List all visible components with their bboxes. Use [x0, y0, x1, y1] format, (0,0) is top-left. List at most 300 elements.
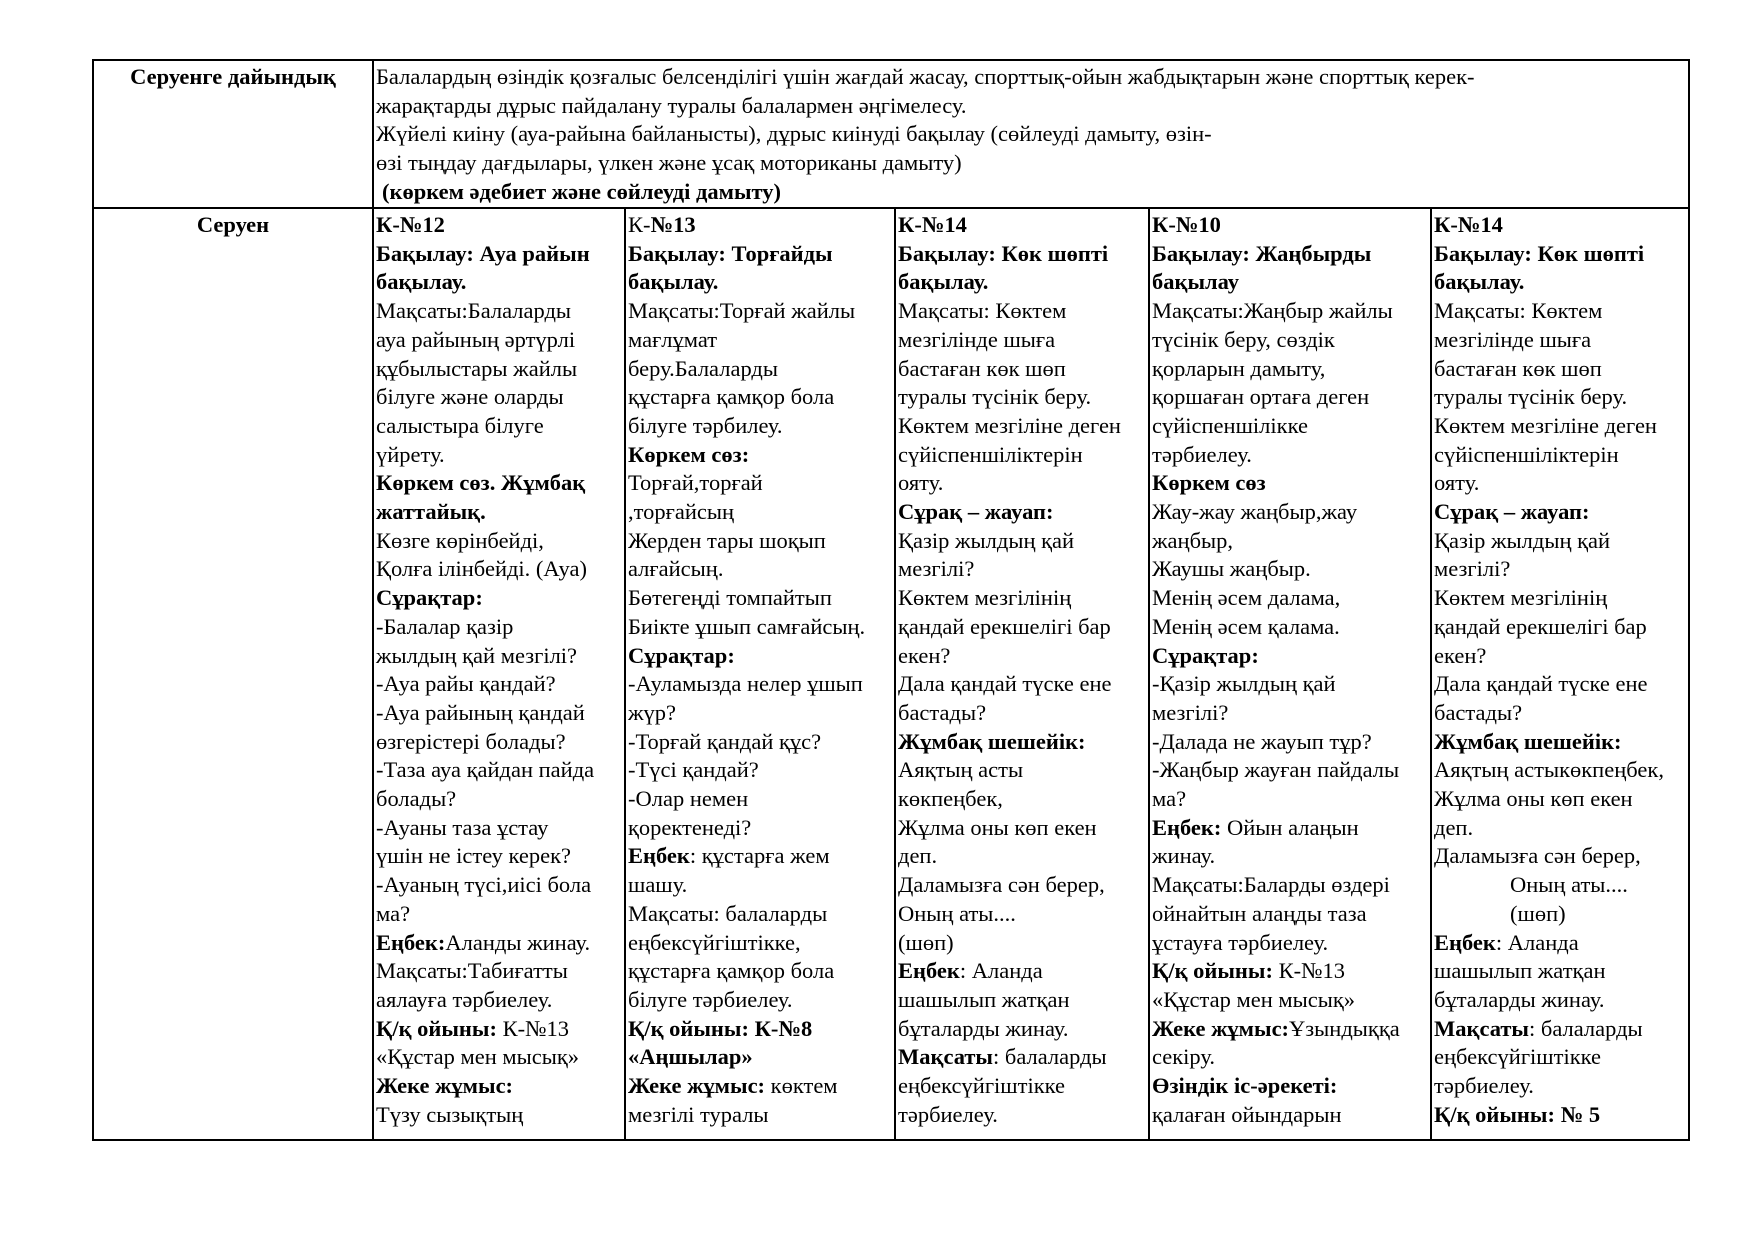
- bold-text: бақылау.: [376, 269, 467, 295]
- text: ояту.: [1434, 470, 1480, 496]
- bold-text: Еңбек: [1434, 929, 1496, 955]
- text: : Аланда: [959, 958, 1043, 984]
- content-line: [1152, 326, 1428, 355]
- text: Мақсаты:Балаларды: [376, 298, 572, 324]
- text: -Далада не жауып тұр?: [1152, 728, 1372, 754]
- content-line: [628, 297, 892, 326]
- text: сүйіспеншіліктерін: [898, 441, 1083, 467]
- content-line: [898, 756, 1146, 785]
- bold-text: К-№14: [898, 212, 967, 237]
- text: мезгілінде шыға: [1434, 326, 1592, 352]
- text: Мақсаты:Жаңбыр жайлы: [1152, 298, 1393, 324]
- text: еңбексүйгіштікке: [1434, 1044, 1601, 1070]
- content-line: [1434, 268, 1686, 297]
- content-line: [628, 871, 892, 900]
- content-line: [898, 326, 1146, 355]
- content-line: [376, 785, 622, 814]
- content-line: [376, 555, 622, 584]
- content-line: [898, 498, 1146, 527]
- content-line: [628, 613, 892, 642]
- content-line: [628, 1015, 892, 1044]
- content-line: [628, 412, 892, 441]
- content-line: [898, 383, 1146, 412]
- text: еңбексүйгіштікке,: [628, 929, 801, 955]
- content-line: [628, 498, 892, 527]
- content-line: [1434, 986, 1686, 1015]
- content-line: [1434, 240, 1686, 269]
- content-line: [1152, 900, 1428, 929]
- text: аялауға тәрбиелеу.: [376, 986, 553, 1012]
- text: қандай ерекшелігі бар: [898, 613, 1111, 639]
- content-line: [898, 1015, 1146, 1044]
- text: : құстарға жем: [689, 843, 830, 869]
- text: құстарға қамқор бола: [628, 384, 835, 410]
- content-line: [898, 268, 1146, 297]
- text: : Аланда: [1495, 929, 1579, 955]
- content-line: [628, 929, 892, 958]
- content-line: [1434, 441, 1686, 470]
- bold-text: жаттайық.: [376, 499, 486, 525]
- text: Жұлма оны көп екен: [898, 814, 1097, 840]
- content-line: [1434, 1072, 1686, 1101]
- text: сүйіспеншіліктерін: [1434, 441, 1619, 467]
- content-line: [898, 584, 1146, 613]
- content-line: [376, 584, 622, 613]
- content-line: [898, 642, 1146, 671]
- content-line: [1434, 355, 1686, 384]
- content-line: [376, 871, 622, 900]
- content-line: [1152, 642, 1428, 671]
- content-line: [628, 728, 892, 757]
- content-line: [376, 297, 622, 326]
- content-line: [898, 211, 1146, 240]
- preparation-line: өзі тыңдау дағдылары, үлкен және ұсақ моториканы дамыту): [376, 150, 962, 176]
- content-line: [628, 699, 892, 728]
- text: Аяқтың асты: [898, 757, 1024, 783]
- content-line: [628, 1043, 892, 1072]
- content-line: [898, 871, 1146, 900]
- text: көкпеңбек,: [898, 786, 1003, 812]
- day-cell-2: [625, 208, 895, 1140]
- text: беру.Балаларды: [628, 355, 778, 381]
- text: мезгілі?: [1434, 556, 1511, 582]
- bold-text: Жеке жұмыс:: [628, 1073, 766, 1099]
- preparation-line: Балалардың өзіндік қозғалыс белсенділігі үшін жағдай жасау, спорттық-ойын жабдықтарын және спорттық керек-: [376, 64, 1475, 89]
- content-line: [1434, 670, 1686, 699]
- text: Түзу сызықтың: [376, 1101, 524, 1127]
- text: бастады?: [898, 699, 987, 725]
- content-line: [898, 1072, 1146, 1101]
- content-line: [1152, 268, 1428, 297]
- day-cell-4: [1149, 208, 1431, 1140]
- content-line: [1434, 555, 1686, 584]
- content-line: [1434, 412, 1686, 441]
- bold-text: Көркем сөз: [1152, 470, 1266, 496]
- bold-text: Жеке жұмыс:: [376, 1073, 514, 1099]
- content-line: [376, 1043, 622, 1072]
- bold-text: Сұрақ – жауап:: [1434, 499, 1590, 525]
- content-line: [1434, 498, 1686, 527]
- text: К-: [628, 212, 651, 237]
- bold-text: Қ/қ ойыны: № 5: [1434, 1101, 1601, 1127]
- text: Ойын алаңын: [1221, 814, 1359, 840]
- content-line: [1434, 814, 1686, 843]
- text: қандай ерекшелігі бар: [1434, 613, 1647, 639]
- text: еңбексүйгіштікке: [898, 1073, 1065, 1099]
- content-line: [1434, 1015, 1686, 1044]
- content-line: [1152, 1043, 1428, 1072]
- text: қорларын дамыту,: [1152, 355, 1326, 381]
- text: -Ауламызда нелер ұшып: [628, 671, 863, 697]
- text: (шөп): [1510, 900, 1566, 926]
- content-line: [628, 785, 892, 814]
- content-line: [1434, 929, 1686, 958]
- content-line: [376, 412, 622, 441]
- text: құбылыстары жайлы: [376, 355, 578, 381]
- content-line: [376, 842, 622, 871]
- content-line: [1152, 814, 1428, 843]
- text: : балаларды: [993, 1044, 1107, 1070]
- content-line: [1152, 498, 1428, 527]
- content-line: [1152, 613, 1428, 642]
- content-line: [1152, 756, 1428, 785]
- content-line: [376, 211, 622, 240]
- bold-text: бақылау: [1152, 269, 1240, 295]
- bold-text: Бақылау: Ауа райын: [376, 240, 590, 266]
- bold-text: Жұмбақ шешейік:: [898, 728, 1086, 754]
- preparation-text-cell: [373, 60, 1689, 208]
- text: қоректенеді?: [628, 814, 752, 840]
- bold-text: Қ/қ ойыны:: [376, 1015, 497, 1041]
- content-line: [1434, 900, 1686, 929]
- text: ауа райының әртүрлі: [376, 326, 576, 352]
- text: Оның аты....: [898, 900, 1016, 926]
- content-line: [628, 383, 892, 412]
- content-line: [376, 1015, 622, 1044]
- content-line: [628, 642, 892, 671]
- content-line: [898, 699, 1146, 728]
- bold-text: Жеке жұмыс:: [1152, 1015, 1290, 1041]
- text: қалаған ойындарын: [1152, 1101, 1342, 1127]
- text: білуге тәрбилеу.: [628, 412, 783, 438]
- bold-text: Мақсаты: [1434, 1015, 1529, 1041]
- content-line: [1152, 297, 1428, 326]
- content-line: [1434, 584, 1686, 613]
- text: -Торғай қандай құс?: [628, 728, 822, 754]
- content-line: [628, 326, 892, 355]
- content-line: [376, 756, 622, 785]
- text: К-№13: [1272, 958, 1346, 984]
- content-line: [376, 900, 622, 929]
- content-line: [898, 785, 1146, 814]
- bold-text: Еңбек:: [376, 929, 446, 955]
- content-line: [376, 355, 622, 384]
- text: -Қазір жылдың қай: [1152, 671, 1336, 697]
- content-line: [628, 1072, 892, 1101]
- text: Дала қандай түске ене: [898, 671, 1112, 697]
- text: Жұлма оны көп екен: [1434, 786, 1633, 812]
- content-line: [628, 469, 892, 498]
- content-line: [376, 670, 622, 699]
- text: -Олар немен: [628, 786, 749, 812]
- text: -Балалар қазір: [376, 613, 514, 639]
- bold-text: Мақсаты: [898, 1044, 993, 1070]
- content-line: [1434, 527, 1686, 556]
- text: мезгілі?: [898, 556, 975, 582]
- text: секіру.: [1152, 1044, 1216, 1070]
- plan-table: [92, 59, 1690, 1141]
- content-line: [898, 355, 1146, 384]
- content-line: [1152, 441, 1428, 470]
- text: өзгерістері болады?: [376, 728, 566, 754]
- text: Аланды жинау.: [445, 929, 591, 955]
- content-line: [1152, 1101, 1428, 1130]
- text: Жаушы жаңбыр.: [1152, 556, 1311, 582]
- content-line: [1152, 240, 1428, 269]
- text: К-№13: [496, 1015, 570, 1041]
- text: ойнайтын алаңды таза: [1152, 900, 1367, 926]
- text: мағлұмат: [628, 326, 718, 352]
- content-line: [628, 527, 892, 556]
- text: : балаларды: [1529, 1015, 1643, 1041]
- content-line: [898, 728, 1146, 757]
- content-line: [628, 814, 892, 843]
- text: «Құстар мен мысық»: [376, 1044, 579, 1070]
- bold-text: К-№10: [1152, 212, 1221, 237]
- text: (шөп): [898, 929, 954, 955]
- text: жаңбыр,: [1152, 527, 1234, 553]
- content-line: [1434, 297, 1686, 326]
- content-line: [1152, 842, 1428, 871]
- content-line: [376, 469, 622, 498]
- text: екен?: [898, 642, 951, 668]
- text: Мақсаты: Көктем: [898, 298, 1067, 324]
- text: Ұзындыққа: [1289, 1015, 1400, 1041]
- content-line: [376, 814, 622, 843]
- content-line: [1434, 842, 1686, 871]
- content-line: [1152, 469, 1428, 498]
- text: Биікте ұшып самғайсың.: [628, 613, 866, 639]
- text: жинау.: [1152, 843, 1216, 869]
- content-line: [376, 642, 622, 671]
- bold-text: Көркем сөз. Жұмбақ: [376, 470, 586, 496]
- content-line: [1434, 326, 1686, 355]
- text: Қолға ілінбейді. (Ауа): [376, 556, 587, 582]
- text: Көктем мезгіліне деген: [898, 412, 1121, 438]
- text: деп.: [898, 843, 938, 869]
- content-line: [628, 240, 892, 269]
- content-line: [376, 929, 622, 958]
- bold-text: Бақылау: Торғайды: [628, 240, 833, 266]
- content-line: [898, 613, 1146, 642]
- text: Мақсаты: балаларды: [628, 900, 828, 926]
- text: жылдың қай мезгілі?: [376, 642, 578, 668]
- text: ояту.: [898, 470, 944, 496]
- content-line: [898, 441, 1146, 470]
- content-line: [1152, 986, 1428, 1015]
- preparation-line-bold: (көркем әдебиет және сөйлеуді дамыту): [382, 178, 782, 204]
- content-line: [1434, 957, 1686, 986]
- text: Көктем мезгілінің: [898, 585, 1072, 611]
- content-line: [628, 670, 892, 699]
- text: Бөтегеңді томпайтып: [628, 585, 832, 611]
- content-line: [376, 383, 622, 412]
- content-line: [376, 728, 622, 757]
- content-line: [898, 900, 1146, 929]
- content-line: [628, 555, 892, 584]
- text: бұталарды жинау.: [898, 1015, 1069, 1041]
- content-line: [1152, 555, 1428, 584]
- content-line: [898, 814, 1146, 843]
- table-row-preparation: [93, 60, 1689, 208]
- content-line: [1434, 642, 1686, 671]
- text: Менің әсем далама,: [1152, 585, 1341, 611]
- text: білуге және оларды: [376, 384, 564, 410]
- text: екен?: [1434, 642, 1487, 668]
- content-line: [1152, 670, 1428, 699]
- text: -Жаңбыр жауған пайдалы: [1152, 757, 1400, 783]
- content-line: [628, 1101, 892, 1130]
- preparation-line: Жүйелі киіну (ауа-райына байланысты), дұрыс киінуді бақылау (сөйлеуді дамыту, өзін-: [376, 121, 1212, 147]
- text: үшін не істеу керек?: [376, 843, 572, 869]
- text: Даламызға сән берер,: [898, 872, 1105, 898]
- content-line: [376, 268, 622, 297]
- content-line: [1434, 1043, 1686, 1072]
- bold-text: Еңбек: [628, 843, 690, 869]
- day-cell-3: [895, 208, 1149, 1140]
- text: шашылып жатқан: [898, 986, 1070, 1012]
- text: Даламызға сән берер,: [1434, 843, 1641, 869]
- bold-text: Қ/қ ойыны: К-№8: [628, 1015, 813, 1041]
- content-line: [628, 355, 892, 384]
- content-line: [1434, 469, 1686, 498]
- content-line: [1152, 1015, 1428, 1044]
- text: мезгілі?: [1152, 699, 1229, 725]
- text: туралы түсінік беру.: [1434, 384, 1628, 410]
- text: тәрбиелеу.: [1434, 1073, 1534, 1099]
- row-header-walk: Серуен: [93, 208, 373, 1140]
- content-line: [1434, 613, 1686, 642]
- content-line: [1152, 699, 1428, 728]
- text: «Құстар мен мысық»: [1152, 986, 1355, 1012]
- text: шашылып жатқан: [1434, 958, 1606, 984]
- text: мезгілінде шыға: [898, 326, 1056, 352]
- bold-text: Еңбек: [898, 958, 960, 984]
- text: туралы түсінік беру.: [898, 384, 1092, 410]
- bold-text: Жұмбақ шешейік:: [1434, 728, 1622, 754]
- content-line: [1152, 728, 1428, 757]
- content-line: [376, 613, 622, 642]
- content-line: [628, 211, 892, 240]
- content-line: [628, 756, 892, 785]
- bold-text: «Аңшылар»: [628, 1044, 753, 1070]
- content-line: [1152, 355, 1428, 384]
- bold-text: Өзіндік іс-әрекеті:: [1152, 1073, 1338, 1099]
- content-line: [898, 527, 1146, 556]
- text: болады?: [376, 786, 457, 812]
- content-line: [1152, 584, 1428, 613]
- text: ма?: [376, 900, 411, 926]
- content-line: [1152, 211, 1428, 240]
- text: түсінік беру, сөздік: [1152, 326, 1335, 352]
- content-line: [376, 498, 622, 527]
- content-line: [898, 929, 1146, 958]
- bold-text: №13: [650, 212, 696, 237]
- text: ма?: [1152, 786, 1187, 812]
- text: бастаған көк шөп: [898, 355, 1066, 381]
- content-line: [898, 240, 1146, 269]
- text: бастады?: [1434, 699, 1523, 725]
- content-line: [1152, 412, 1428, 441]
- content-line: [898, 986, 1146, 1015]
- content-line: [376, 240, 622, 269]
- content-line: [628, 441, 892, 470]
- bold-text: Бақылау: Көк шөпті: [1434, 240, 1645, 266]
- day-cell-5: [1431, 208, 1689, 1140]
- content-line: [898, 555, 1146, 584]
- text: Қазір жылдың қай: [898, 527, 1075, 553]
- bold-text: Қ/қ ойыны:: [1152, 958, 1273, 984]
- content-line: [628, 957, 892, 986]
- text: ұстауға тәрбиелеу.: [1152, 929, 1329, 955]
- bold-text: Сұрақтар:: [628, 642, 735, 668]
- text: ,торғайсың: [628, 499, 735, 525]
- text: қоршаған ортаға деген: [1152, 384, 1370, 410]
- content-line: [376, 1101, 622, 1130]
- content-line: [1434, 756, 1686, 785]
- content-line: [628, 986, 892, 1015]
- bold-text: Сұрақтар:: [1152, 642, 1259, 668]
- text: алғайсың.: [628, 556, 724, 582]
- text: көктем: [765, 1073, 838, 1099]
- content-line: [628, 842, 892, 871]
- content-line: [1152, 383, 1428, 412]
- text: -Таза ауа қайдан пайда: [376, 757, 595, 783]
- text: Мақсаты: Көктем: [1434, 298, 1603, 324]
- text: Қазір жылдың қай: [1434, 527, 1611, 553]
- content-line: [1152, 1072, 1428, 1101]
- bold-text: К-№14: [1434, 212, 1503, 237]
- bold-text: бақылау.: [898, 269, 989, 295]
- text: Көктем мезгілінің: [1434, 585, 1608, 611]
- day-cell-1: [373, 208, 625, 1140]
- text: Жау-жау жаңбыр,жау: [1152, 499, 1358, 525]
- content-line: [1434, 1101, 1686, 1130]
- content-line: [376, 441, 622, 470]
- text: жүр?: [628, 699, 677, 725]
- text: деп.: [1434, 814, 1474, 840]
- content-line: [898, 842, 1146, 871]
- content-line: [898, 1043, 1146, 1072]
- text: Аяқтың астыкөкпеңбек,: [1434, 757, 1664, 783]
- content-line: [898, 469, 1146, 498]
- text: -Ауаны таза ұстау: [376, 814, 549, 840]
- text: сүйіспеншілікке: [1152, 412, 1308, 438]
- text: бұталарды жинау.: [1434, 986, 1605, 1012]
- text: салыстыра білуге: [376, 412, 544, 438]
- content-line: [376, 1072, 622, 1101]
- content-line: [1434, 211, 1686, 240]
- table-row-walk: [93, 208, 1689, 1140]
- content-line: [898, 670, 1146, 699]
- text: Мақсаты:Торғай жайлы: [628, 298, 856, 324]
- text: Оның аты....: [1510, 872, 1628, 898]
- text: -Түсі қандай?: [628, 757, 759, 783]
- content-line: [1152, 871, 1428, 900]
- content-line: [628, 584, 892, 613]
- text: Көктем мезгіліне деген: [1434, 412, 1657, 438]
- content-line: [1434, 728, 1686, 757]
